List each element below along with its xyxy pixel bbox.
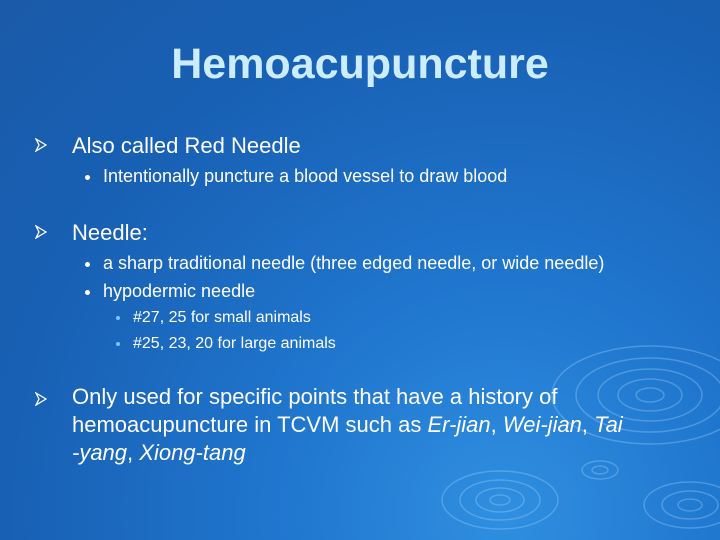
- dot-bullet-icon: [85, 290, 90, 295]
- bullet-2-sub-2: hypodermic needle: [103, 281, 256, 301]
- point-xiong-tang: Xiong-tang: [139, 440, 246, 465]
- point-wei-jian: Wei-jian: [502, 412, 582, 437]
- dot-bullet-icon: [85, 175, 90, 180]
- bullet-1-text: Also called Red Needle: [72, 133, 301, 158]
- bullet-3-line-1: Only used for specific points that have a history of: [72, 384, 558, 409]
- arrow-bullet-icon: [35, 138, 47, 152]
- dot-bullet-icon: [85, 262, 90, 267]
- slide-title: Hemoacupuncture: [171, 40, 549, 88]
- point-er-jian: Er-jian: [427, 412, 491, 437]
- small-dot-bullet-icon: [116, 342, 120, 346]
- bullet-3-line-2-prefix: hemoacupuncture in TCVM such as: [72, 412, 428, 437]
- separator: ,: [490, 412, 503, 437]
- bullet-1-sub-1: Intentionally puncture a blood vessel to draw blood: [103, 166, 508, 186]
- arrow-bullet-icon: [35, 225, 47, 239]
- bullet-2-subsub-1: #27, 25 for small animals: [133, 309, 311, 326]
- bullet-2-sub-1: a sharp traditional needle (three edged needle, or wide needle): [103, 253, 605, 273]
- bullet-2-subsub-2: #25, 23, 20 for large animals: [133, 335, 336, 352]
- point-tai-yang-part-1: Tai: [594, 412, 623, 437]
- small-dot-bullet-icon: [116, 316, 120, 320]
- point-tai-yang-part-2: -yang: [72, 440, 128, 465]
- separator: ,: [127, 440, 140, 465]
- bullet-2-text: Needle:: [72, 220, 148, 245]
- separator: ,: [581, 412, 595, 437]
- arrow-bullet-icon: [35, 392, 47, 406]
- bullet-3-paragraph: [72, 383, 692, 467]
